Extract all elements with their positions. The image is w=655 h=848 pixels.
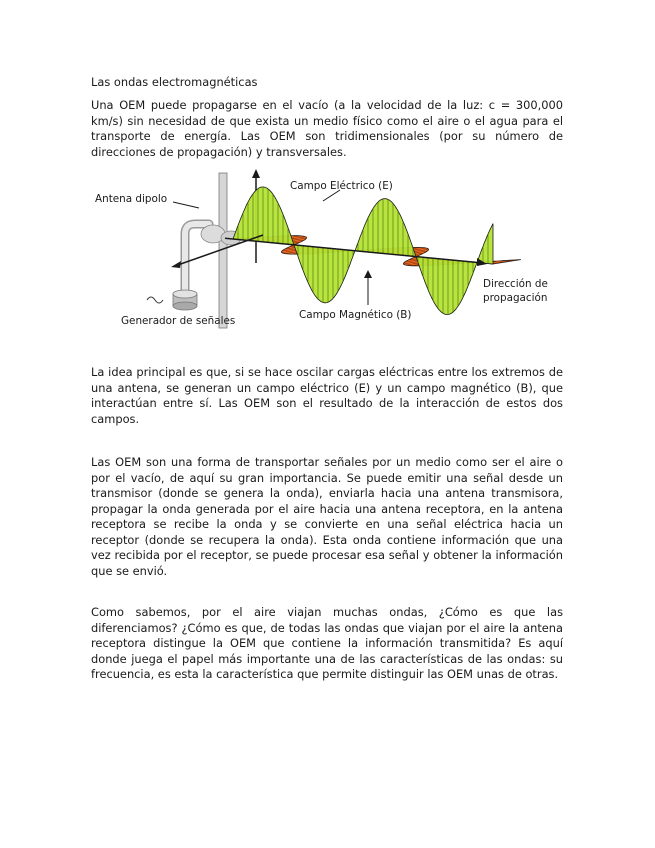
generator-label: Generador de señales: [121, 315, 236, 327]
antenna-label: Antena dipolo: [95, 193, 168, 205]
signal-generator-icon: [147, 290, 197, 310]
magnetic-pointer-arrowhead: [364, 270, 372, 278]
paragraph-frequency: Como sabemos, por el aire viajan muchas ondas, ¿Cómo es que las diferenciamos? ¿Cómo es que, de todas las ondas que viajan por el aire la antena receptora distingue la OEM que contiene la información transmitida? Es aquí donde juega el papel más importante una de las características de las ondas: su frecuencia, es esta la característica que permite distinguir las OEM unas de otras.: [91, 605, 563, 681]
document-title: Las ondas electromagnéticas: [91, 75, 258, 89]
paragraph-intro: Una OEM puede propagarse en el vacío (a la velocidad de la luz: c = 300,000 km/s) sin necesidad de que exista un medio físico como el aire o el agua para el transporte de energía. Las OEM son tridimensionales (por su número de direcciones de propagación) y transversales.: [91, 98, 563, 159]
paragraph-main-idea: La idea principal es que, si se hace oscilar cargas eléctricas entre los extremos de una antena, se generan un campo eléctrico (E) y un campo magnético (B), que interactúan entre sí. Las OEM son el resultado de la interacción de estos dos campos.: [91, 365, 563, 426]
electric-field-label: Campo Eléctrico (E): [290, 180, 393, 192]
electric-axis-arrowhead: [252, 169, 260, 178]
propagation-axis: [225, 238, 483, 263]
direction-label-line2: propagación: [483, 292, 548, 304]
em-wave-diagram: [91, 168, 566, 333]
antenna-pointer: [173, 202, 199, 208]
direction-label-line1: Dirección de: [483, 278, 548, 290]
magnetic-field-label: Campo Magnético (B): [299, 309, 412, 321]
paragraph-transport: Las OEM son una forma de transportar señales por un medio como ser el aire o por el vacío, de aquí su gran importancia. Se puede emitir una señal desde un transmisor (donde se genera la onda), enviarla hacia una antena transmisora, propagar la onda generada por el aire hacia una antena receptora, en la antena receptora se recibe la onda y se convierte en una señal eléctrica hacia un receptor (donde se recupera la onda). Esta onda contiene información que una vez recibida por el receptor, se puede procesar esa señal y obtener la información que se envió.: [91, 455, 563, 578]
magnetic-axis-arrowhead: [171, 261, 181, 268]
